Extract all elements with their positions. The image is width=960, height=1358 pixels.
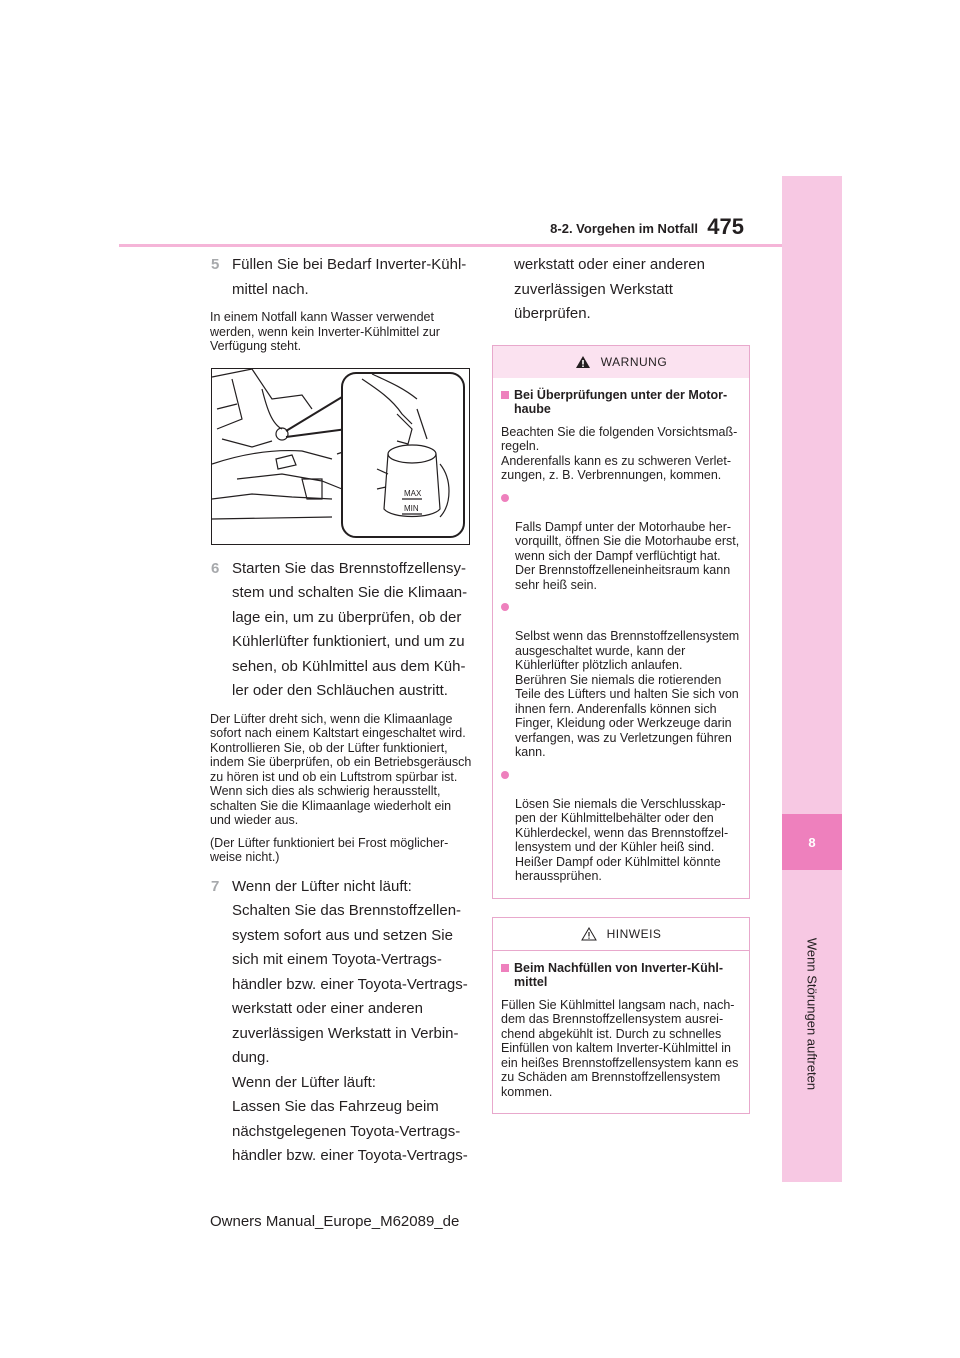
- warning-box: [492, 345, 750, 899]
- max-label: MAX: [404, 488, 422, 498]
- step-text: Starten Sie das Brennstoffzellensystem und schalten Sie die Klimaanlage ein, um zu überprüfen, ob der Kühlerlüfter funktioniert, und um zu sehen, ob Kühlmittel aus dem Kühler oder den Schläuchen austritt.: [232, 559, 468, 699]
- round-bullet-icon: [501, 494, 509, 502]
- warning-title: Bei Überprüfungen unter der Motorhaube: [501, 388, 741, 417]
- notice-title: Beim Nachfüllen von Inverter-Kühlmittel: [501, 961, 741, 990]
- step-6: [210, 557, 472, 704]
- step-6-note: Der Lüfter dreht sich, wenn die Klimaanlage sofort nach einem Kaltstart eingeschaltet wird. Kontrollieren Sie, ob der Lüfter funktioniert, indem Sie überprüfen, ob ein Betriebsgeräusch zu hören ist und ob ein Luftstrom spürbar ist. Wenn sich dies als schwierig herausstellt, schalten Sie die Klimaanlage wiederholt ein und wieder aus.: [210, 711, 472, 827]
- notice-header: [493, 918, 749, 951]
- round-bullet-icon: [501, 603, 509, 611]
- header-divider: [119, 244, 782, 247]
- step-7: [210, 875, 472, 900]
- warning-bullet-1: Falls Dampf unter der Motorhaube hervorquillt, öffnen Sie die Motorhaube erst, wenn sich der Dampf verflüchtigt hat. Der Brennstoffzelleneinheitsraum kann sehr heiß sein.: [501, 491, 741, 593]
- step-number: 6: [211, 559, 220, 577]
- square-bullet-icon: [501, 964, 509, 972]
- step-5: [210, 253, 472, 302]
- step-6-note-frost: (Der Lüfter funktioniert bei Frost möglicherweise nicht.): [210, 835, 449, 864]
- min-label: MIN: [404, 503, 419, 513]
- caution-triangle-icon: [581, 927, 597, 941]
- step-7-running: Lassen Sie das Fahrzeug beim nächstgelegenen Toyota-Vertragshändler bzw. einer Toyota-Vertrags-: [232, 1098, 468, 1164]
- notice-box: [492, 917, 750, 1115]
- right-column: [492, 253, 750, 1114]
- notice-body: [493, 951, 749, 1114]
- step-7-not-running: Schalten Sie das Brennstoffzellensystem sofort aus und setzen Sie sich mit einem Toyota-Vertragshändler bzw. einer Toyota-Vertragswerkstatt oder einer anderen zuverlässigen Werkstatt in Verbindung.: [232, 902, 468, 1066]
- round-bullet-icon: [501, 771, 509, 779]
- footer-document-id: Owners Manual_Europe_M62089_de: [210, 1213, 460, 1230]
- page-number: 475: [707, 214, 744, 239]
- step-number: 5: [211, 256, 220, 273]
- chapter-number: 8: [782, 814, 842, 870]
- coolant-reservoir-drawing: [212, 369, 469, 544]
- warning-header: [493, 346, 749, 378]
- warning-intro: Beachten Sie die folgenden Vorsichtsmaßregeln. Anderenfalls kann es zu schweren Verletzungen, z. B. Verbrennungen, kommen.: [501, 424, 738, 482]
- warning-bullet-3: Lösen Sie niemals die Verschlusskappen der Kühlmittelbehälter oder den Kühlerdeckel, wenn das Brennstoffzellensystem und der Kühler heiß sind. Heißer Dampf oder Kühlmittel könnte heraussprühen.: [501, 768, 741, 884]
- section-title: 8-2. Vorgehen im Notfall: [550, 221, 698, 236]
- chapter-title: Wenn Störungen auftreten: [804, 937, 820, 1091]
- left-column: [210, 253, 472, 1169]
- warning-body: [493, 378, 749, 898]
- notice-label: HINWEIS: [606, 926, 662, 941]
- step-number: 7: [211, 877, 220, 895]
- warning-label: WARNUNG: [600, 354, 668, 369]
- coolant-refill-illustration: [211, 368, 470, 545]
- step-7-running-heading: Wenn der Lüfter läuft:: [232, 1073, 376, 1091]
- notice-text: Füllen Sie Kühlmittel langsam nach, nachdem das Brennstoffzellensystem ausreichend abgekühlt ist. Durch zu schnelles Einfüllen von kaltem Inverter-Kühlmittel in ein heißes Brennstoffzellensystem kann es zu Schäden am Brennstoffzellensystem kommen.: [501, 997, 739, 1099]
- square-bullet-icon: [501, 391, 509, 399]
- step-text: Wenn der Lüfter nicht läuft:: [232, 877, 412, 895]
- step-5-note: In einem Notfall kann Wasser verwendet werden, wenn kein Inverter-Kühlmittel zur Verfügung steht.: [210, 310, 440, 353]
- step-text: Füllen Sie bei Bedarf Inverter-Kühlmittel nach.: [232, 256, 467, 298]
- step-7-continuation: werkstatt oder einer anderen zuverlässigen Werkstatt überprüfen.: [514, 256, 705, 322]
- warning-bullet-2: Selbst wenn das Brennstoffzellensystem ausgeschaltet wurde, kann der Kühlerlüfter plötzlich anlaufen. Berühren Sie niemals die rotierenden Teile des Lüfters und halten Sie sich von ihnen fern. Anderenfalls können sich Finger, Kleidung oder Werkzeuge darin verfangen, was zu Verletzungen führen kann.: [501, 600, 741, 760]
- warning-triangle-icon: [575, 355, 591, 369]
